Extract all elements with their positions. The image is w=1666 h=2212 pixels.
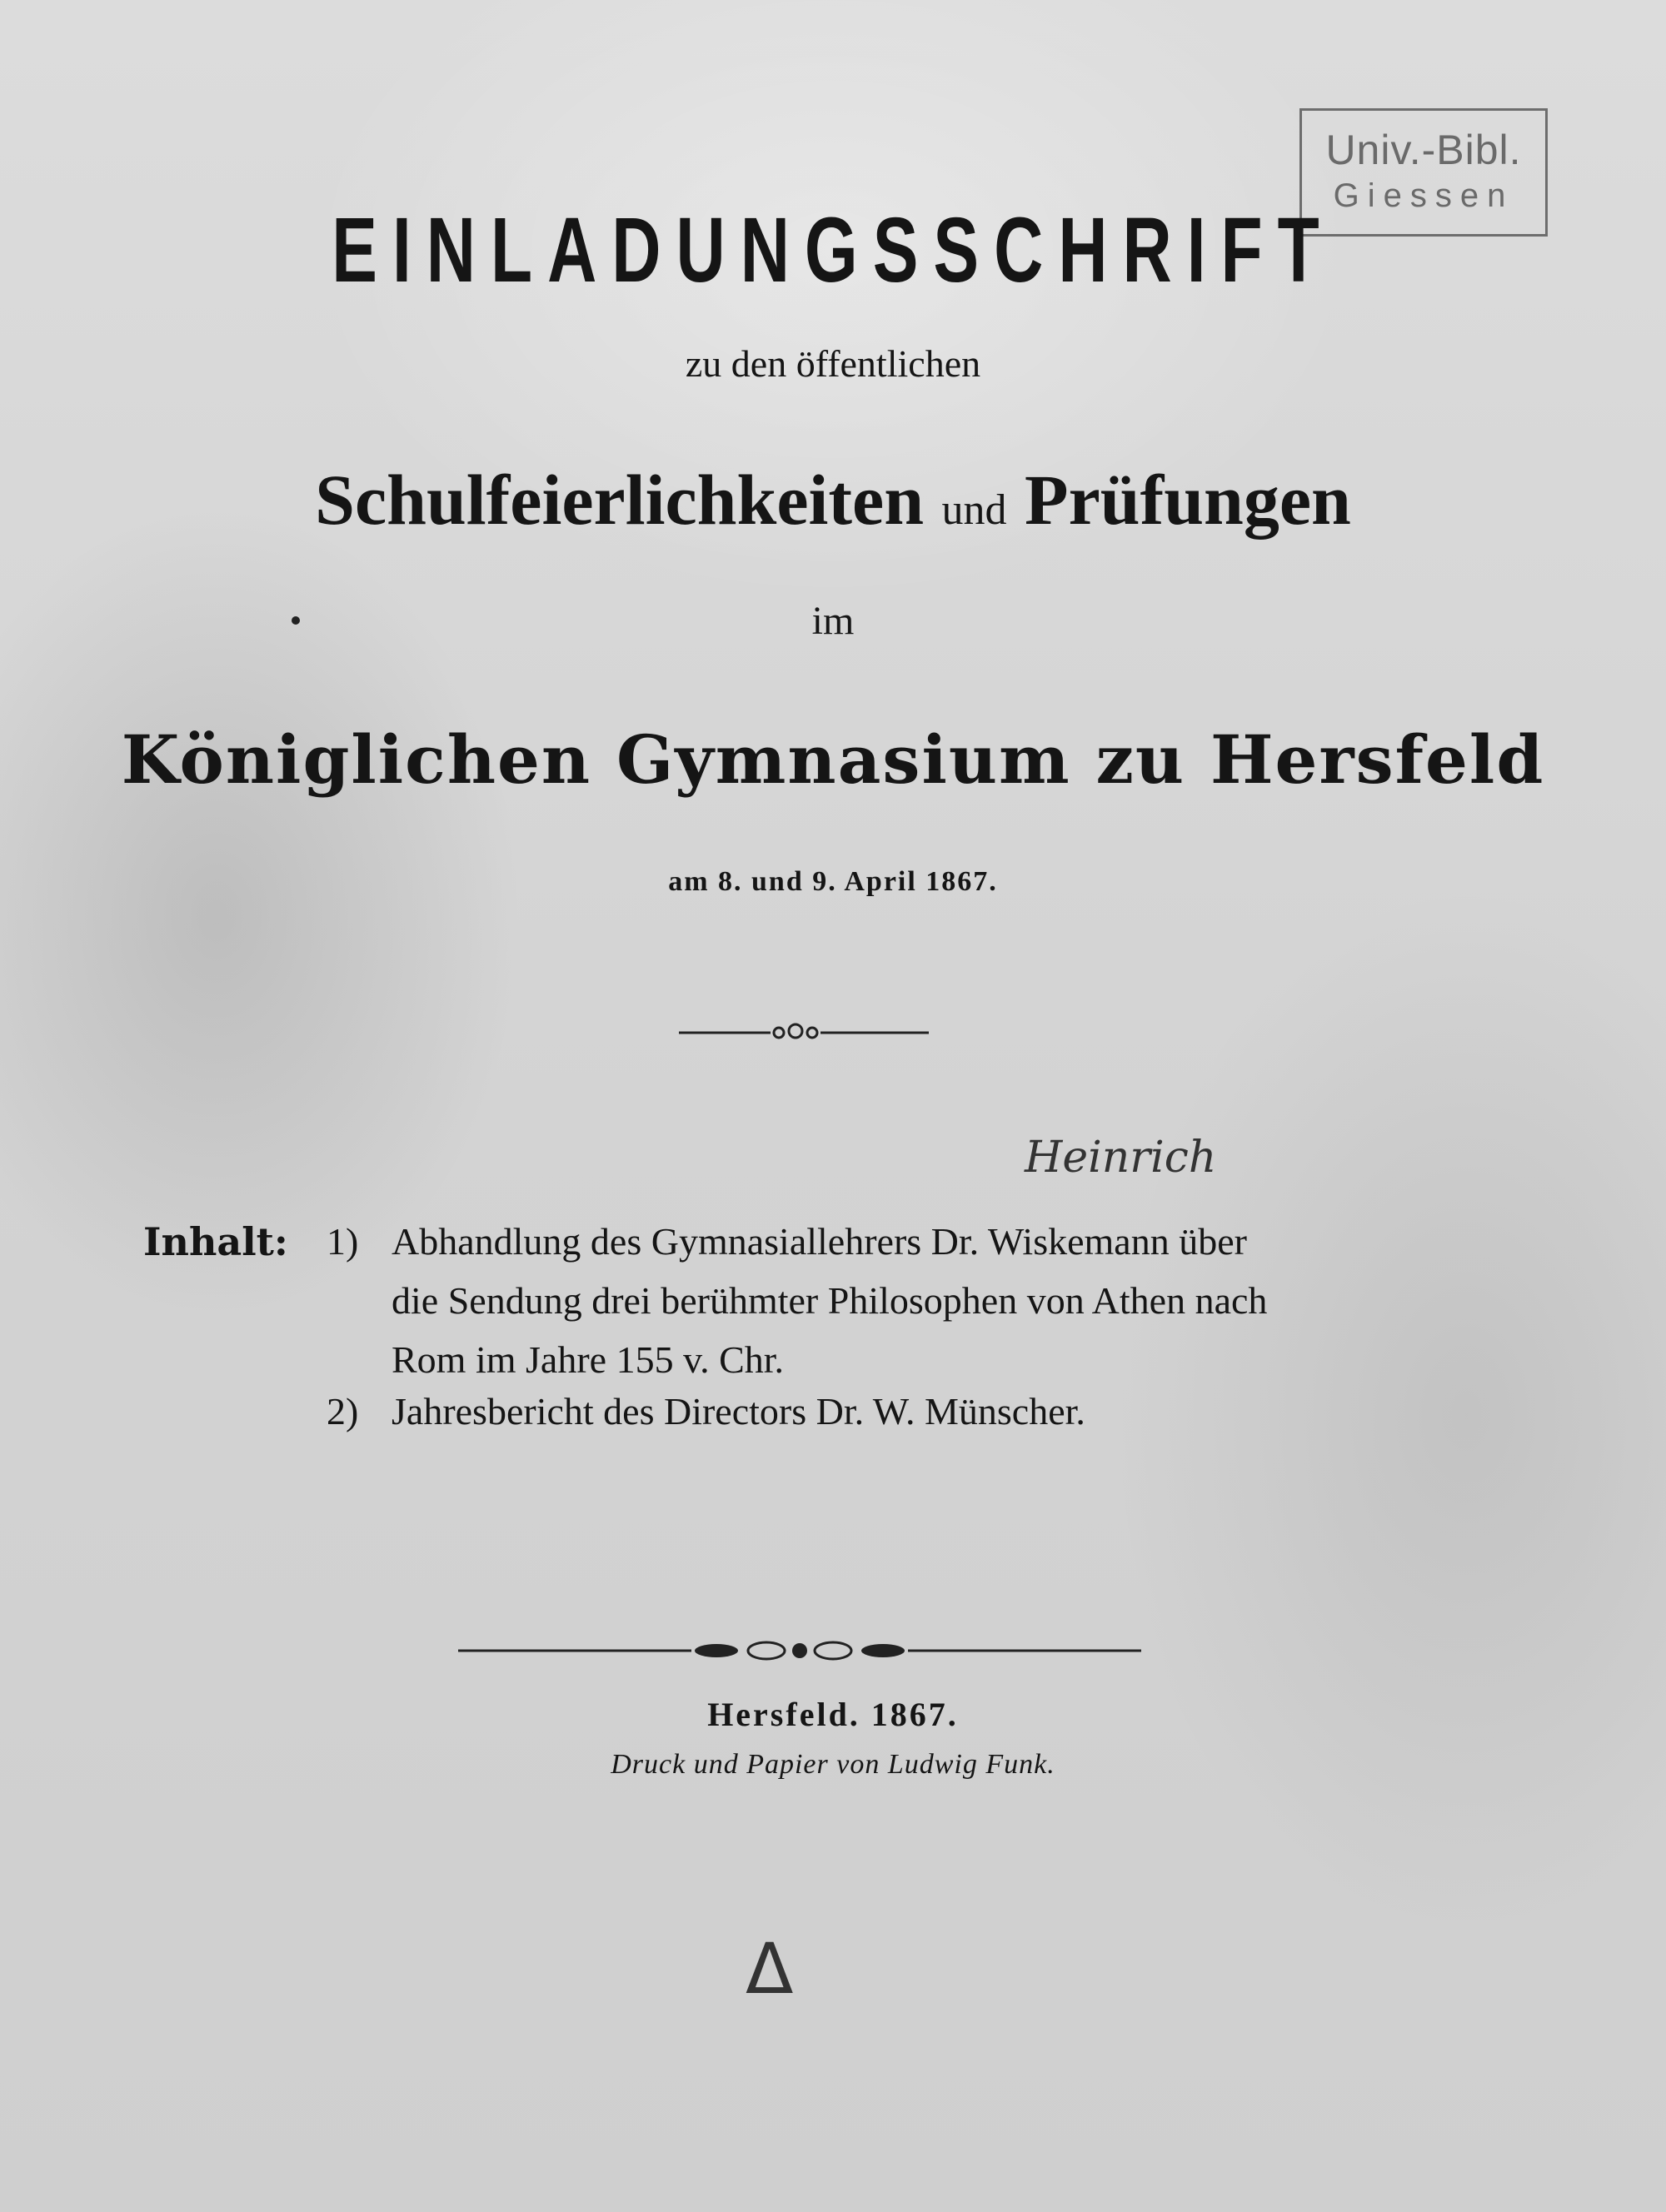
item-1-line-2: die Sendung drei berühmter Philosophen von Athen nach: [392, 1279, 1268, 1322]
imprint-printer: Druck und Papier von Ludwig Funk.: [611, 1749, 1055, 1780]
event-date: am 8. und 9. April 1867.: [668, 866, 998, 897]
gymnasium-name: Königlichen Gymnasium zu Hersfeld: [121, 720, 1545, 799]
contents-label: [143, 1212, 288, 1273]
document-title: EINLADUNGSSCHRIFT: [332, 199, 1334, 302]
contents-item-1: [327, 1212, 1455, 1389]
item-1-number: 1): [327, 1220, 359, 1263]
heading-part-1: Schulfeierlichkeiten: [315, 460, 925, 540]
heading-part-2: Prüfungen: [1025, 460, 1351, 540]
ornament-divider-icon: [458, 1637, 1141, 1665]
item-2-number: 2): [327, 1390, 359, 1432]
heading-im: im: [811, 599, 855, 643]
subtitle: zu den öffentlichen: [685, 342, 981, 385]
ornament-divider-icon: [679, 1020, 929, 1045]
heading-und: und: [941, 486, 1007, 534]
imprint-place: Hersfeld. 1867.: [707, 1696, 959, 1733]
handwritten-annotation: Heinrich: [1025, 1133, 1217, 1183]
stamp-line-2: Giessen: [1333, 177, 1514, 214]
handwritten-mark: Δ: [746, 1928, 794, 2010]
item-1-line-1: Abhandlung des Gymnasiallehrers Dr. Wiskemann über: [392, 1220, 1247, 1263]
item-2-text: Jahresbericht des Directors Dr. W. Münscher.: [392, 1390, 1085, 1432]
main-heading: [0, 458, 1666, 541]
inhalt-label: Inhalt:: [143, 1219, 288, 1264]
contents-item-2: [327, 1389, 1085, 1433]
stamp-line-1: Univ.-Bibl.: [1325, 127, 1522, 173]
item-1-line-3: Rom im Jahre 155 v. Chr.: [392, 1338, 785, 1381]
